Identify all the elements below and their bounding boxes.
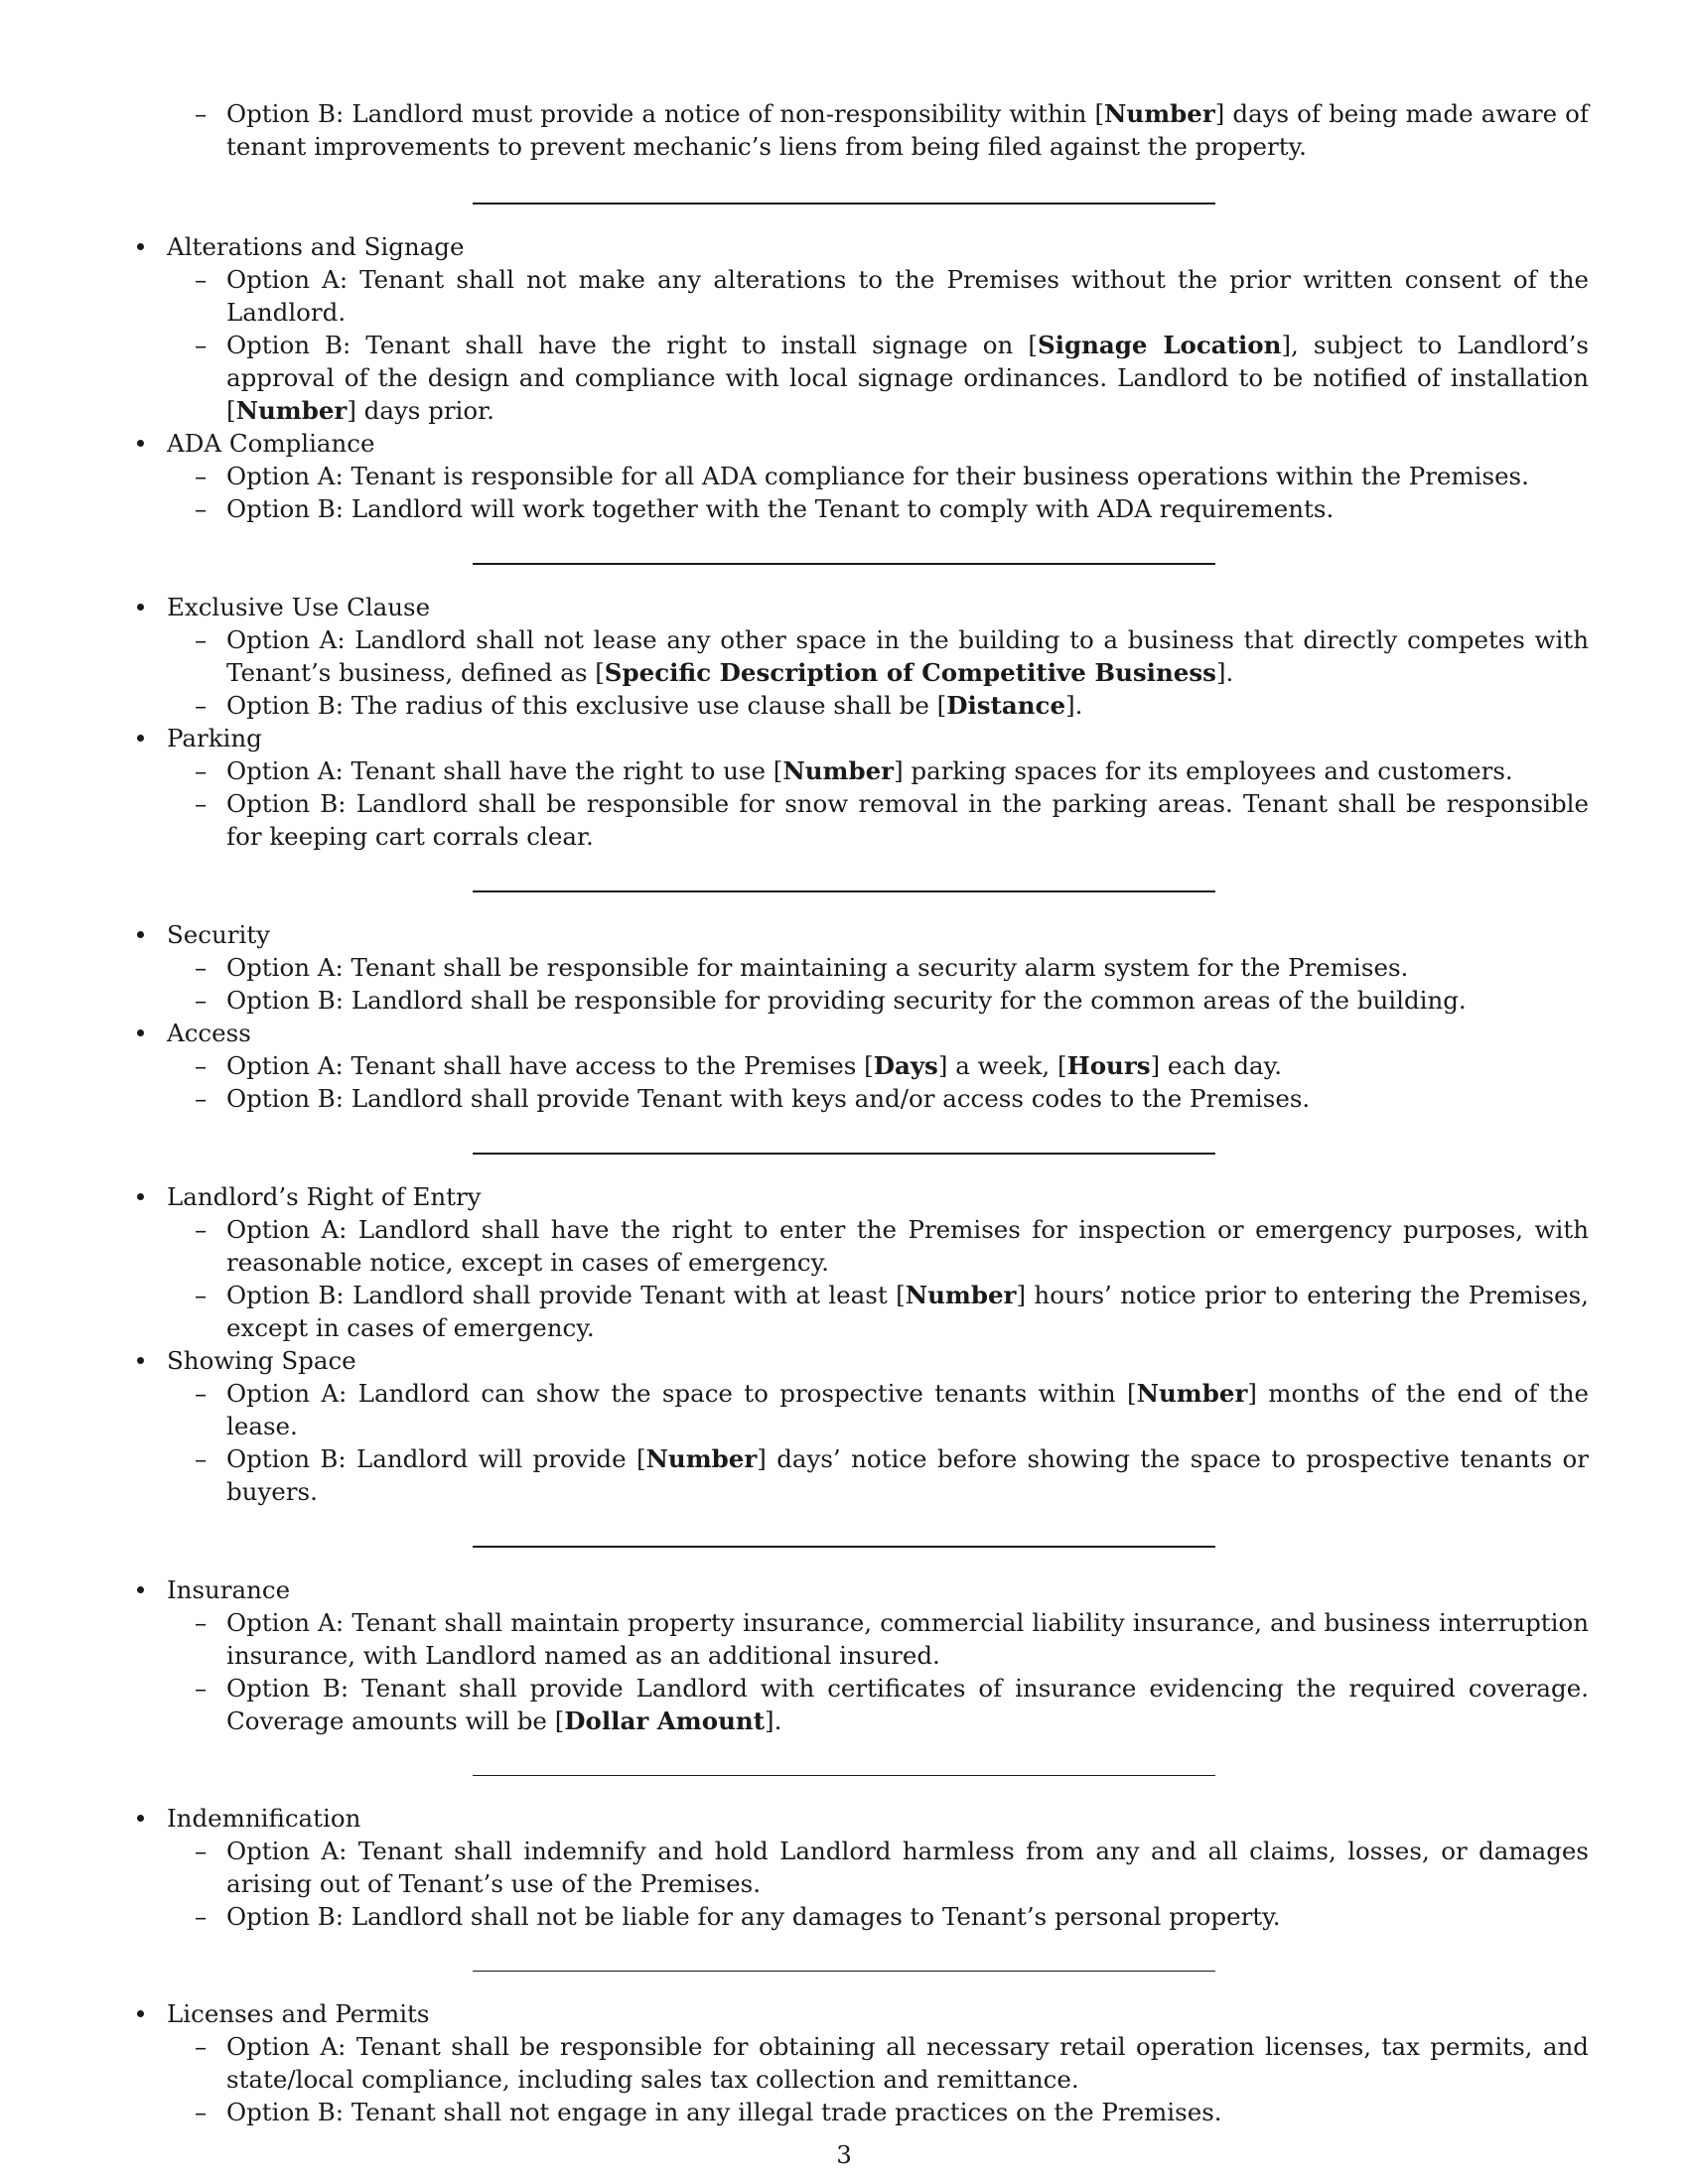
option-item	[133, 984, 1589, 1017]
option-text: Option B: Landlord shall not be liable for any damages to Tenant’s personal property.	[226, 1902, 1281, 1931]
intro-placeholder: Number	[1104, 99, 1215, 128]
section-title: Alterations and Signage	[167, 232, 465, 261]
option-item	[133, 1606, 1589, 1672]
section-insurance	[133, 1573, 1589, 1737]
option-text: ].	[765, 1706, 782, 1735]
option-text: ] months of the end of the lease.	[226, 1379, 1589, 1440]
placeholder-field: Number	[782, 756, 895, 785]
dash-marker: –	[195, 1837, 208, 1865]
section-licenses-and-permits	[133, 1997, 1589, 2128]
option-text: Option A: Tenant shall indemnify and hold Landlord harmless from any and all claims, losses, or damages arising out of Tenant’s use of the Premises.	[226, 1837, 1589, 1898]
dash-marker: –	[195, 1379, 208, 1408]
placeholder-field: Distance	[946, 691, 1066, 720]
dash-marker: –	[195, 2032, 208, 2061]
dash-marker: –	[195, 2098, 208, 2126]
dash-marker: –	[195, 331, 208, 359]
option-text: Option B: Landlord shall provide Tenant with at least [	[226, 1281, 906, 1309]
option-text: Option A: Tenant shall have the right to use [	[226, 756, 783, 785]
option-item	[133, 1672, 1589, 1737]
option-item	[133, 754, 1589, 787]
option-text: Option A: Tenant is responsible for all ADA compliance for their business operations within the Premises.	[226, 462, 1529, 490]
placeholder-field: Number	[235, 396, 348, 425]
dash-marker: –	[195, 986, 208, 1015]
dash-marker: –	[195, 1051, 208, 1080]
dash-marker: –	[195, 1608, 208, 1637]
section-title: Showing Space	[167, 1346, 356, 1375]
dash-marker: –	[195, 99, 208, 128]
dash-marker: –	[195, 1444, 208, 1473]
option-text: Option A: Tenant shall maintain property insurance, commercial liability insurance, and business interruption insurance, with Landlord named as an additional insured.	[226, 1608, 1589, 1670]
option-text: Option A: Landlord shall not lease any other space in the building to a business that directly competes with Tenant’s business, defined as [	[226, 625, 1589, 687]
option-item	[133, 2030, 1589, 2096]
option-text: ] days’ notice before showing the space to prospective tenants or buyers.	[226, 1444, 1589, 1506]
placeholder-field: Number	[905, 1281, 1017, 1309]
section-ada-compliance	[133, 427, 1589, 525]
section-access	[133, 1017, 1589, 1115]
placeholder-field: Specific Description of Competitive Business	[604, 658, 1216, 687]
page-number: 3	[836, 2140, 852, 2169]
dash-marker: –	[195, 1215, 208, 1244]
option-item	[133, 787, 1589, 853]
intro-option	[133, 97, 1589, 163]
dash-marker: –	[195, 265, 208, 294]
option-item	[133, 1377, 1589, 1442]
option-text: Option B: Landlord will provide [	[226, 1444, 646, 1473]
option-item	[133, 1049, 1589, 1082]
section-title: ADA Compliance	[167, 429, 375, 458]
section-title: Insurance	[167, 1575, 291, 1604]
placeholder-field: Number	[1136, 1379, 1248, 1408]
dash-marker: –	[195, 462, 208, 490]
option-text: ] a week, [	[937, 1051, 1067, 1080]
section-title: Access	[167, 1019, 251, 1047]
section-landlord-s-right-of-entry	[133, 1180, 1589, 1344]
option-text: Option B: Tenant shall provide Landlord with certificates of insurance evidencing the required coverage. Coverage amounts will be [	[226, 1674, 1589, 1735]
section-security	[133, 918, 1589, 1017]
option-item	[133, 263, 1589, 329]
section-title: Landlord’s Right of Entry	[167, 1182, 482, 1211]
option-item	[133, 492, 1589, 525]
option-item	[133, 1835, 1589, 1900]
option-text: ] days prior.	[347, 396, 494, 425]
option-text: Option B: Landlord shall be responsible for snow removal in the parking areas. Tenant shall be responsible for keeping cart corrals clear.	[226, 789, 1589, 851]
option-item	[133, 460, 1589, 492]
option-item	[133, 1900, 1589, 1933]
option-text: Option B: Landlord shall be responsible for providing security for the common areas of the building.	[226, 986, 1467, 1015]
section-title: Security	[167, 920, 271, 949]
intro-text-b: ] days of being made aware of tenant improvements to prevent mechanic’s liens from being filed against the property.	[226, 99, 1589, 161]
dash-marker: –	[195, 691, 208, 720]
option-text: Option A: Landlord shall have the right to enter the Premises for inspection or emergency purposes, with reasonable notice, except in cases of emergency.	[226, 1215, 1589, 1277]
section-group	[133, 230, 1589, 525]
section-group	[133, 1573, 1589, 1737]
section-group	[133, 1802, 1589, 1933]
placeholder-field: Hours	[1066, 1051, 1151, 1080]
dash-marker: –	[195, 625, 208, 654]
section-group	[133, 1180, 1589, 1508]
option-text: ] each day.	[1150, 1051, 1282, 1080]
dash-marker: –	[195, 1084, 208, 1113]
option-text: Option B: Tenant shall have the right to install signage on [	[226, 331, 1038, 359]
option-item	[133, 951, 1589, 984]
dash-marker: –	[195, 953, 208, 982]
placeholder-field: Signage Location	[1037, 331, 1282, 359]
intro-text-a: Option B: Landlord must provide a notice of non-responsibility within [	[226, 99, 1105, 128]
section-title: Licenses and Permits	[167, 1999, 430, 2028]
option-text: ], subject to Landlord’s approval of the design and compliance with local signage ordinances. Landlord to be notified of installation [	[226, 331, 1590, 425]
option-text: Option B: Landlord shall provide Tenant with keys and/or access codes to the Premises.	[226, 1084, 1311, 1113]
option-text: Option B: Landlord will work together with the Tenant to comply with ADA requirements.	[226, 494, 1335, 523]
option-text: ].	[1065, 691, 1083, 720]
section-title: Exclusive Use Clause	[167, 593, 431, 621]
dash-marker: –	[195, 494, 208, 523]
section-group	[133, 1997, 1589, 2128]
section-alterations-and-signage	[133, 230, 1589, 427]
dash-marker: –	[195, 1902, 208, 1931]
option-text: Option A: Tenant shall have access to the Premises [	[226, 1051, 874, 1080]
section-title: Indemnification	[167, 1804, 361, 1833]
section-showing-space	[133, 1344, 1589, 1508]
option-item	[133, 1213, 1589, 1279]
section-group	[133, 591, 1589, 853]
dash-marker: –	[195, 756, 208, 785]
document-content	[133, 97, 1589, 2128]
placeholder-field: Number	[645, 1444, 758, 1473]
option-text: ].	[1215, 658, 1234, 687]
option-item	[133, 623, 1589, 689]
option-item	[133, 689, 1589, 722]
placeholder-field: Dollar Amount	[564, 1706, 766, 1735]
option-item	[133, 2096, 1589, 2128]
section-exclusive-use-clause	[133, 591, 1589, 722]
option-text: ] parking spaces for its employees and customers.	[894, 756, 1513, 785]
option-text: Option B: Tenant shall not engage in any illegal trade practices on the Premises.	[226, 2098, 1222, 2126]
section-group	[133, 918, 1589, 1115]
option-text: Option A: Tenant shall not make any alterations to the Premises without the prior written consent of the Landlord.	[226, 265, 1589, 327]
option-item	[133, 1279, 1589, 1344]
option-item	[133, 1082, 1589, 1115]
dash-marker: –	[195, 1674, 208, 1703]
option-text: Option B: The radius of this exclusive use clause shall be [	[226, 691, 947, 720]
option-item	[133, 329, 1589, 427]
section-indemnification	[133, 1802, 1589, 1933]
section-title: Parking	[167, 724, 262, 752]
option-text: Option A: Landlord can show the space to prospective tenants within [	[226, 1379, 1137, 1408]
option-text: ] hours’ notice prior to entering the Premises, except in cases of emergency.	[226, 1281, 1589, 1342]
dash-marker: –	[195, 1281, 208, 1309]
dash-marker: –	[195, 789, 208, 818]
option-item	[133, 1442, 1589, 1508]
option-text: Option A: Tenant shall be responsible for maintaining a security alarm system for the Premises.	[226, 953, 1409, 982]
placeholder-field: Days	[873, 1051, 938, 1080]
section-parking	[133, 722, 1589, 853]
option-text: Option A: Tenant shall be responsible for obtaining all necessary retail operation licenses, tax permits, and state/local compliance, including sales tax collection and remittance.	[226, 2032, 1589, 2094]
